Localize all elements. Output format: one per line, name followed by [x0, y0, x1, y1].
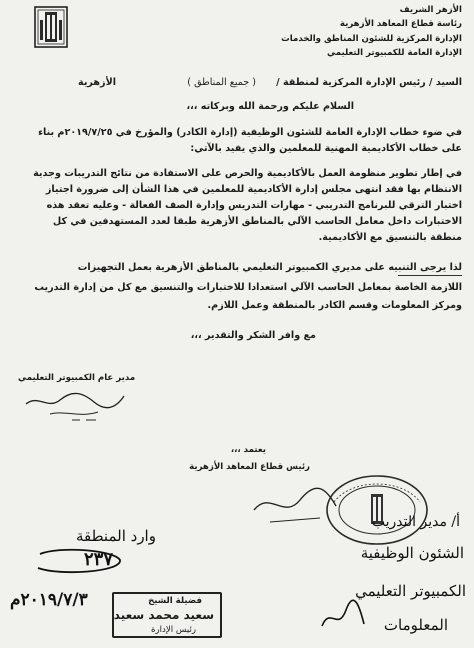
- paragraph-2-line-2: الانتظام بها فقد انتهى مجلس إدارة الأكاديمية للمعلمين في هذا الشأن إلى ضرورة اجتياز: [45, 184, 462, 195]
- handwritten-routing-4: المعلومات: [383, 616, 448, 634]
- head-title: رئيس قطاع المعاهد الأزهرية: [189, 462, 310, 472]
- paragraph-1-line-1: في ضوء خطاب الإدارة العامة للشئون الوظيفية (إدارة الكادر) والمؤرخ في ٢٠١٩/٧/٢٥م بناء: [38, 127, 462, 138]
- routing-signature-icon: [318, 598, 368, 636]
- endorse-label: يعتمد ،،،: [230, 445, 266, 455]
- stamp-line-1: فضيلة الشيخ: [148, 596, 202, 606]
- greeting: السلام عليكم ورحمة الله وبركاته ،،،: [186, 101, 354, 112]
- handwritten-routing-1: أ/ مدير التدريب: [371, 514, 460, 530]
- name-stamp: [112, 592, 222, 638]
- org-line-1: الأزهر الشريف: [399, 5, 462, 15]
- paragraph-3-line-3: ومركز المعلومات وقسم الكادر بالمنطقة وعمل اللازم.: [207, 300, 462, 311]
- director-title: مدير عام الكمبيوتر التعليمي: [18, 373, 136, 383]
- paragraph-2-line-5: منطقة بالتنسيق مع الأكاديمية.: [318, 232, 462, 243]
- director-signature-icon: [20, 386, 130, 426]
- addressee-line: السيد / رئيس الإدارة المركزية لمنطقة /: [276, 77, 462, 88]
- stamp-line-3: رئيس الإدارة: [151, 625, 196, 635]
- paragraph-3-line-1: لذا يرجى التنبيه على مديري الكمبيوتر التعليمي بالمناطق الأزهرية بعمل التجهيزات: [77, 262, 462, 273]
- paragraph-2-line-4: الاختبارات داخل معامل الحاسب الآلي بالمناطق الأزهرية طبقا لعدد المستهدفين في كل: [52, 216, 462, 227]
- paragraph-2-line-1: في إطار تطوير منظومة العمل بالأكاديمية والحرص على الاستفادة من نتائج التدريبات وجدية: [33, 168, 462, 179]
- paragraph-1-line-2: على خطاب الأكاديمية المهنية للمعلمين والذي يفيد بالآتي:: [190, 143, 462, 154]
- handwritten-routing-3: الكمبيوتر التعليمي: [355, 582, 466, 600]
- addressee-region-note: ( جميع المناطق ): [187, 77, 256, 88]
- handwritten-incoming-date: ٢٠١٩/٧/٣م: [10, 590, 88, 610]
- underline-mark: [398, 275, 462, 276]
- paragraph-3-line-2: اللازمة الخاصة بمعامل الحاسب الآلي استعدادا للاختبارات والتنسيق مع كل من إدارة التدريب: [34, 282, 462, 293]
- handwritten-incoming-number: ٢٣٧: [84, 549, 114, 570]
- org-line-2: رئاسة قطاع المعاهد الأزهرية: [339, 19, 462, 29]
- handwritten-routing-2: الشئون الوظيفية: [360, 544, 464, 562]
- number-circle-icon: [30, 548, 126, 576]
- org-line-4: الإدارة العامة للكمبيوتر التعليمي: [327, 48, 462, 58]
- azhar-logo-icon: [34, 6, 68, 48]
- head-signature-icon: [250, 480, 340, 530]
- closing-line: مع وافر الشكر والتقدير ،،،: [190, 330, 316, 341]
- handwritten-incoming-label: وارد المنطقة: [76, 527, 156, 545]
- org-line-3: الإدارة المركزية للشئون المناطق والخدمات: [281, 34, 462, 44]
- stamp-line-2: سعيد محمد سعيد: [113, 608, 214, 622]
- paragraph-2-line-3: اختبار الترقي للبرنامج التدريبي - مهارات التدريس وإدارة الصف الفعالة - وعليه تعقد هذه: [46, 200, 462, 211]
- addressee-region-name: الأزهرية: [78, 77, 116, 88]
